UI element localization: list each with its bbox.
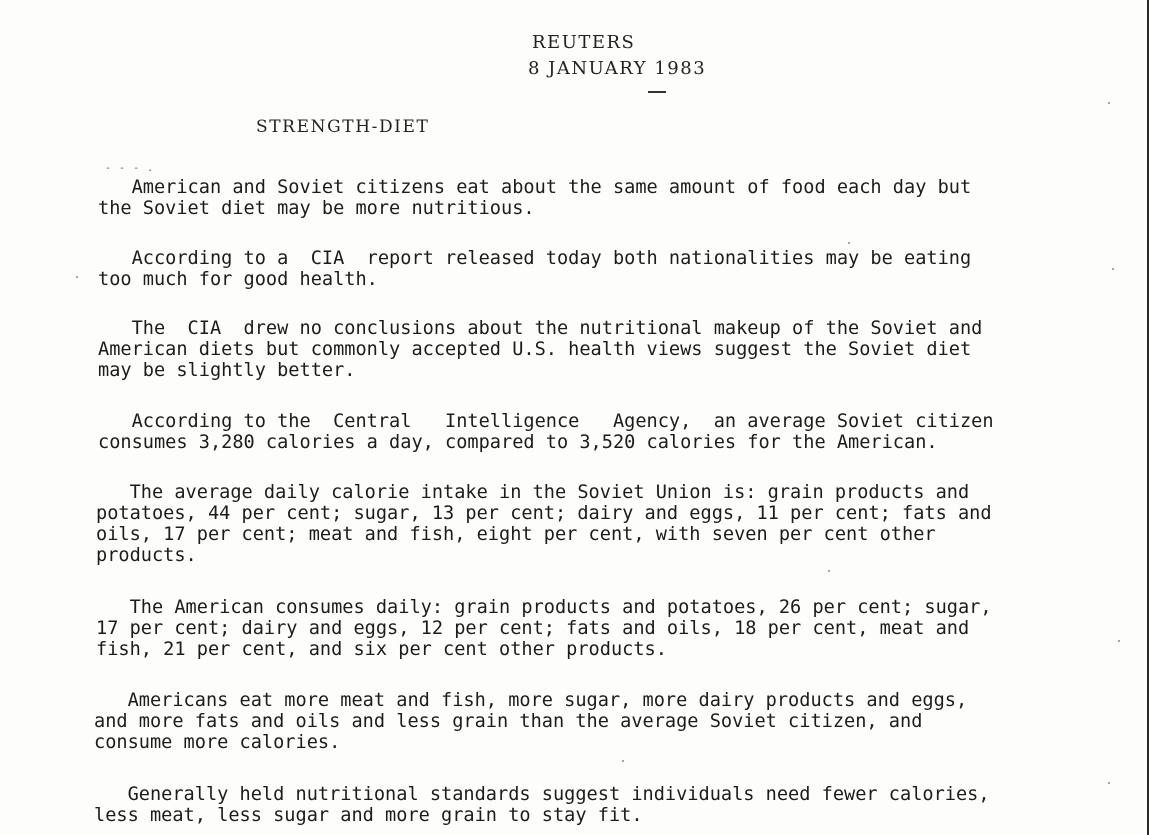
paragraph-1: American and Soviet citizens eat about the same amount of food each day but the Soviet diet may be more nutritious.: [98, 177, 972, 219]
paragraph-3: The CIA drew no conclusions about the nutritional makeup of the Soviet and American diets but commonly accepted U.S. health views suggest the Soviet diet may be slightly better.: [98, 318, 983, 381]
paragraph-2: According to a CIA report released today both nationalities may be eating too much for good health.: [98, 248, 972, 290]
margin-mark: - - - .: [105, 163, 155, 174]
paper-speck: [1108, 102, 1110, 104]
paper-speck: [1112, 268, 1114, 270]
paragraph-5: The average daily calorie intake in the Soviet Union is: grain products and potatoes, 44 per cent; sugar, 13 per cent; dairy and eggs, 11 per cent; fats and oils, 17 per cent; meat and fish, eight per cent, with seven per cent other products.: [96, 482, 992, 566]
story-slug: STRENGTH-DIET: [256, 117, 430, 137]
header-dash: [648, 91, 666, 93]
paper-speck: [1118, 640, 1120, 642]
paragraph-6: The American consumes daily: grain products and potatoes, 26 per cent; sugar, 17 per cent; dairy and eggs, 12 per cent; fats and oils, 18 per cent, meat and fish, 21 per cent, and six per cent other products.: [96, 597, 992, 660]
paper-speck: [76, 276, 78, 278]
paragraph-4: According to the Central Intelligence Agency, an average Soviet citizen consumes 3,280 calories a day, compared to 3,520 calories for the American.: [98, 411, 994, 453]
dateline: 8 JANUARY 1983: [528, 58, 707, 79]
paragraph-8: Generally held nutritional standards suggest individuals need fewer calories, less meat, less sugar and more grain to stay fit.: [94, 784, 990, 826]
wire-agency: REUTERS: [532, 32, 636, 53]
paper-speck: [1108, 782, 1110, 784]
paper-speck: [848, 242, 850, 244]
paragraph-7: Americans eat more meat and fish, more sugar, more dairy products and eggs, and more fats and oils and less grain than the average Soviet citizen, and consume more calories.: [94, 690, 968, 753]
paper-speck: [622, 760, 624, 762]
paper-speck: [828, 570, 830, 572]
